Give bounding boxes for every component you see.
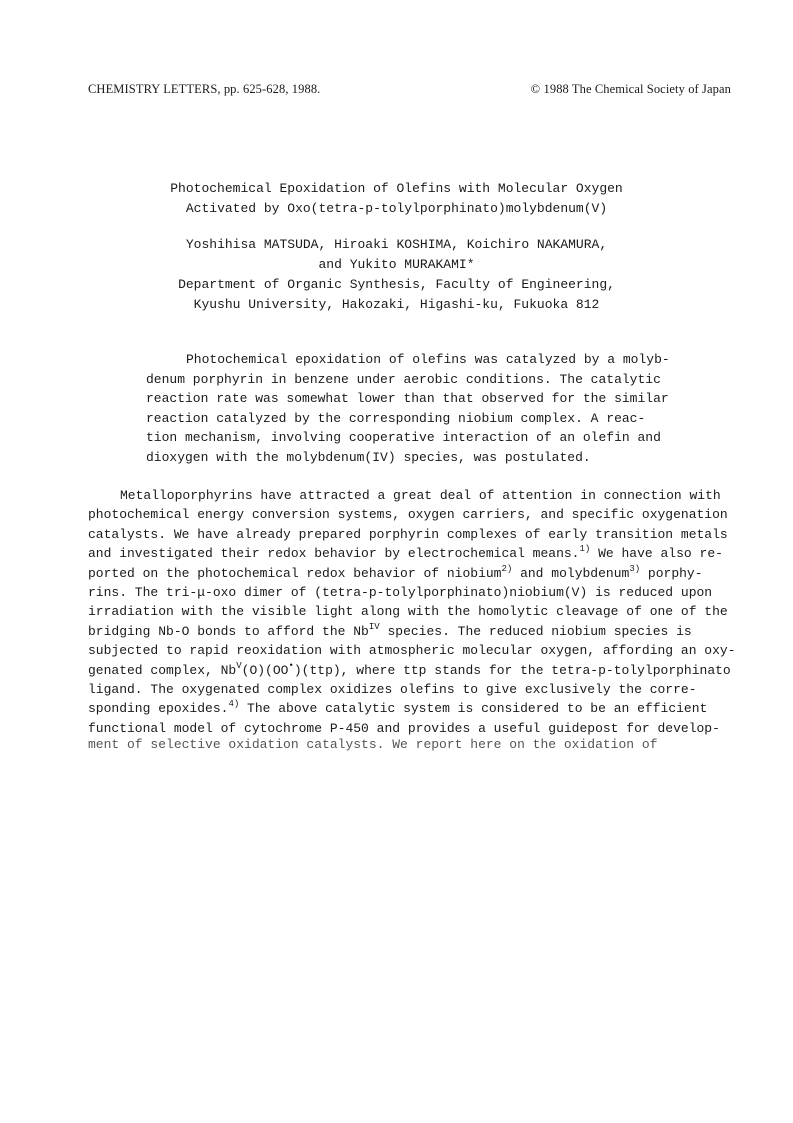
body-line: functional model of cytochrome P-450 and provides a useful guidepost for develop- (88, 720, 720, 736)
body-text-run: and molybdenum (512, 565, 630, 581)
abstract (146, 350, 676, 468)
body-text-run: (O)(OO (241, 662, 289, 678)
authors-line-2: and Yukito MURAKAMI* (318, 257, 475, 272)
body-line (88, 544, 733, 563)
citation-ref: 1) (579, 544, 591, 555)
abstract-line: reaction rate was somewhat lower than that observed for the similar (146, 391, 669, 407)
body-text-run: sponding epoxides. (88, 701, 229, 717)
abstract-line: reaction catalyzed by the corresponding niobium complex. A reac- (146, 410, 646, 426)
body-text-run: bridging Nb-O bonds to afford the Nb (88, 623, 369, 639)
affiliation-line-2: Kyushu University, Hakozaki, Higashi-ku, Fukuoka 812 (193, 297, 600, 312)
oxidation-state: V (236, 660, 242, 671)
body-line: Metalloporphyrins have attracted a great deal of attention in connection with (120, 488, 721, 503)
abstract-line: tion mechanism, involving cooperative interaction of an olefin and (146, 430, 661, 446)
abstract-line: dioxygen with the molybdenum(IV) species, was postulated. (146, 449, 591, 465)
abstract-line: Photochemical epoxidation of olefins was catalyzed by a molyb- (186, 352, 670, 367)
body-text-run: genated complex, Nb (88, 662, 237, 678)
body-text-run: The above catalytic system is considered to be an efficient (239, 701, 708, 717)
body-line (88, 661, 733, 680)
body-text-run: and investigated their redox behavior by electrochemical means. (88, 546, 580, 562)
truncated-line: ment of selective oxidation catalysts. We report here on the oxidation of (88, 737, 658, 753)
body-line: subjected to rapid reoxidation with atmospheric molecular oxygen, affording an oxy- (88, 643, 736, 659)
affiliation-line-1: Department of Organic Synthesis, Faculty of Engineering, (178, 277, 615, 292)
copyright-notice: © 1988 The Chemical Society of Japan (530, 82, 731, 96)
title-line-2: Activated by Oxo(tetra-p-tolylporphinato)molybdenum(V) (185, 201, 608, 216)
body-text-run: porphy- (640, 565, 703, 581)
journal-citation: CHEMISTRY LETTERS, pp. 625-628, 1988. (88, 82, 321, 96)
body-text (88, 486, 736, 753)
body-line: catalysts. We have already prepared porphyrin complexes of early transition metals (88, 526, 728, 542)
body-line (88, 622, 733, 641)
oxidation-state: IV (368, 621, 380, 632)
body-text-run: We have also re- (590, 546, 723, 562)
paper-title (0, 179, 793, 219)
citation-ref: 2) (501, 563, 513, 574)
body-line: irradiation with the visible light along with the homolytic cleavage of one of the (88, 604, 728, 620)
citation-ref: 3) (629, 563, 641, 574)
title-line-1: Photochemical Epoxidation of Olefins with Molecular Oxygen (170, 181, 623, 196)
abstract-line: denum porphyrin in benzene under aerobic conditions. The catalytic (146, 371, 661, 387)
author-block (0, 235, 793, 315)
citation-ref: 4) (228, 699, 240, 710)
body-line: ligand. The oxygenated complex oxidizes olefins to give exclusively the corre- (88, 681, 697, 697)
authors-line-1: Yoshihisa MATSUDA, Hiroaki KOSHIMA, Koichiro NAKAMURA, (185, 237, 608, 252)
body-text-run: species. The reduced niobium species is (379, 623, 692, 639)
body-text-run: )(ttp), where ttp stands for the tetra-p-tolylporphinato (293, 662, 731, 678)
body-line (88, 699, 733, 718)
body-line (88, 564, 733, 583)
body-line: photochemical energy conversion systems, oxygen carriers, and specific oxygenation (88, 507, 728, 523)
radical-dot: • (288, 660, 294, 671)
body-text-run: ported on the photochemical redox behavior of niobium (88, 565, 502, 581)
body-line: rins. The tri-μ-oxo dimer of (tetra-p-tolylporphinato)niobium(V) is reduced upon (88, 584, 713, 600)
